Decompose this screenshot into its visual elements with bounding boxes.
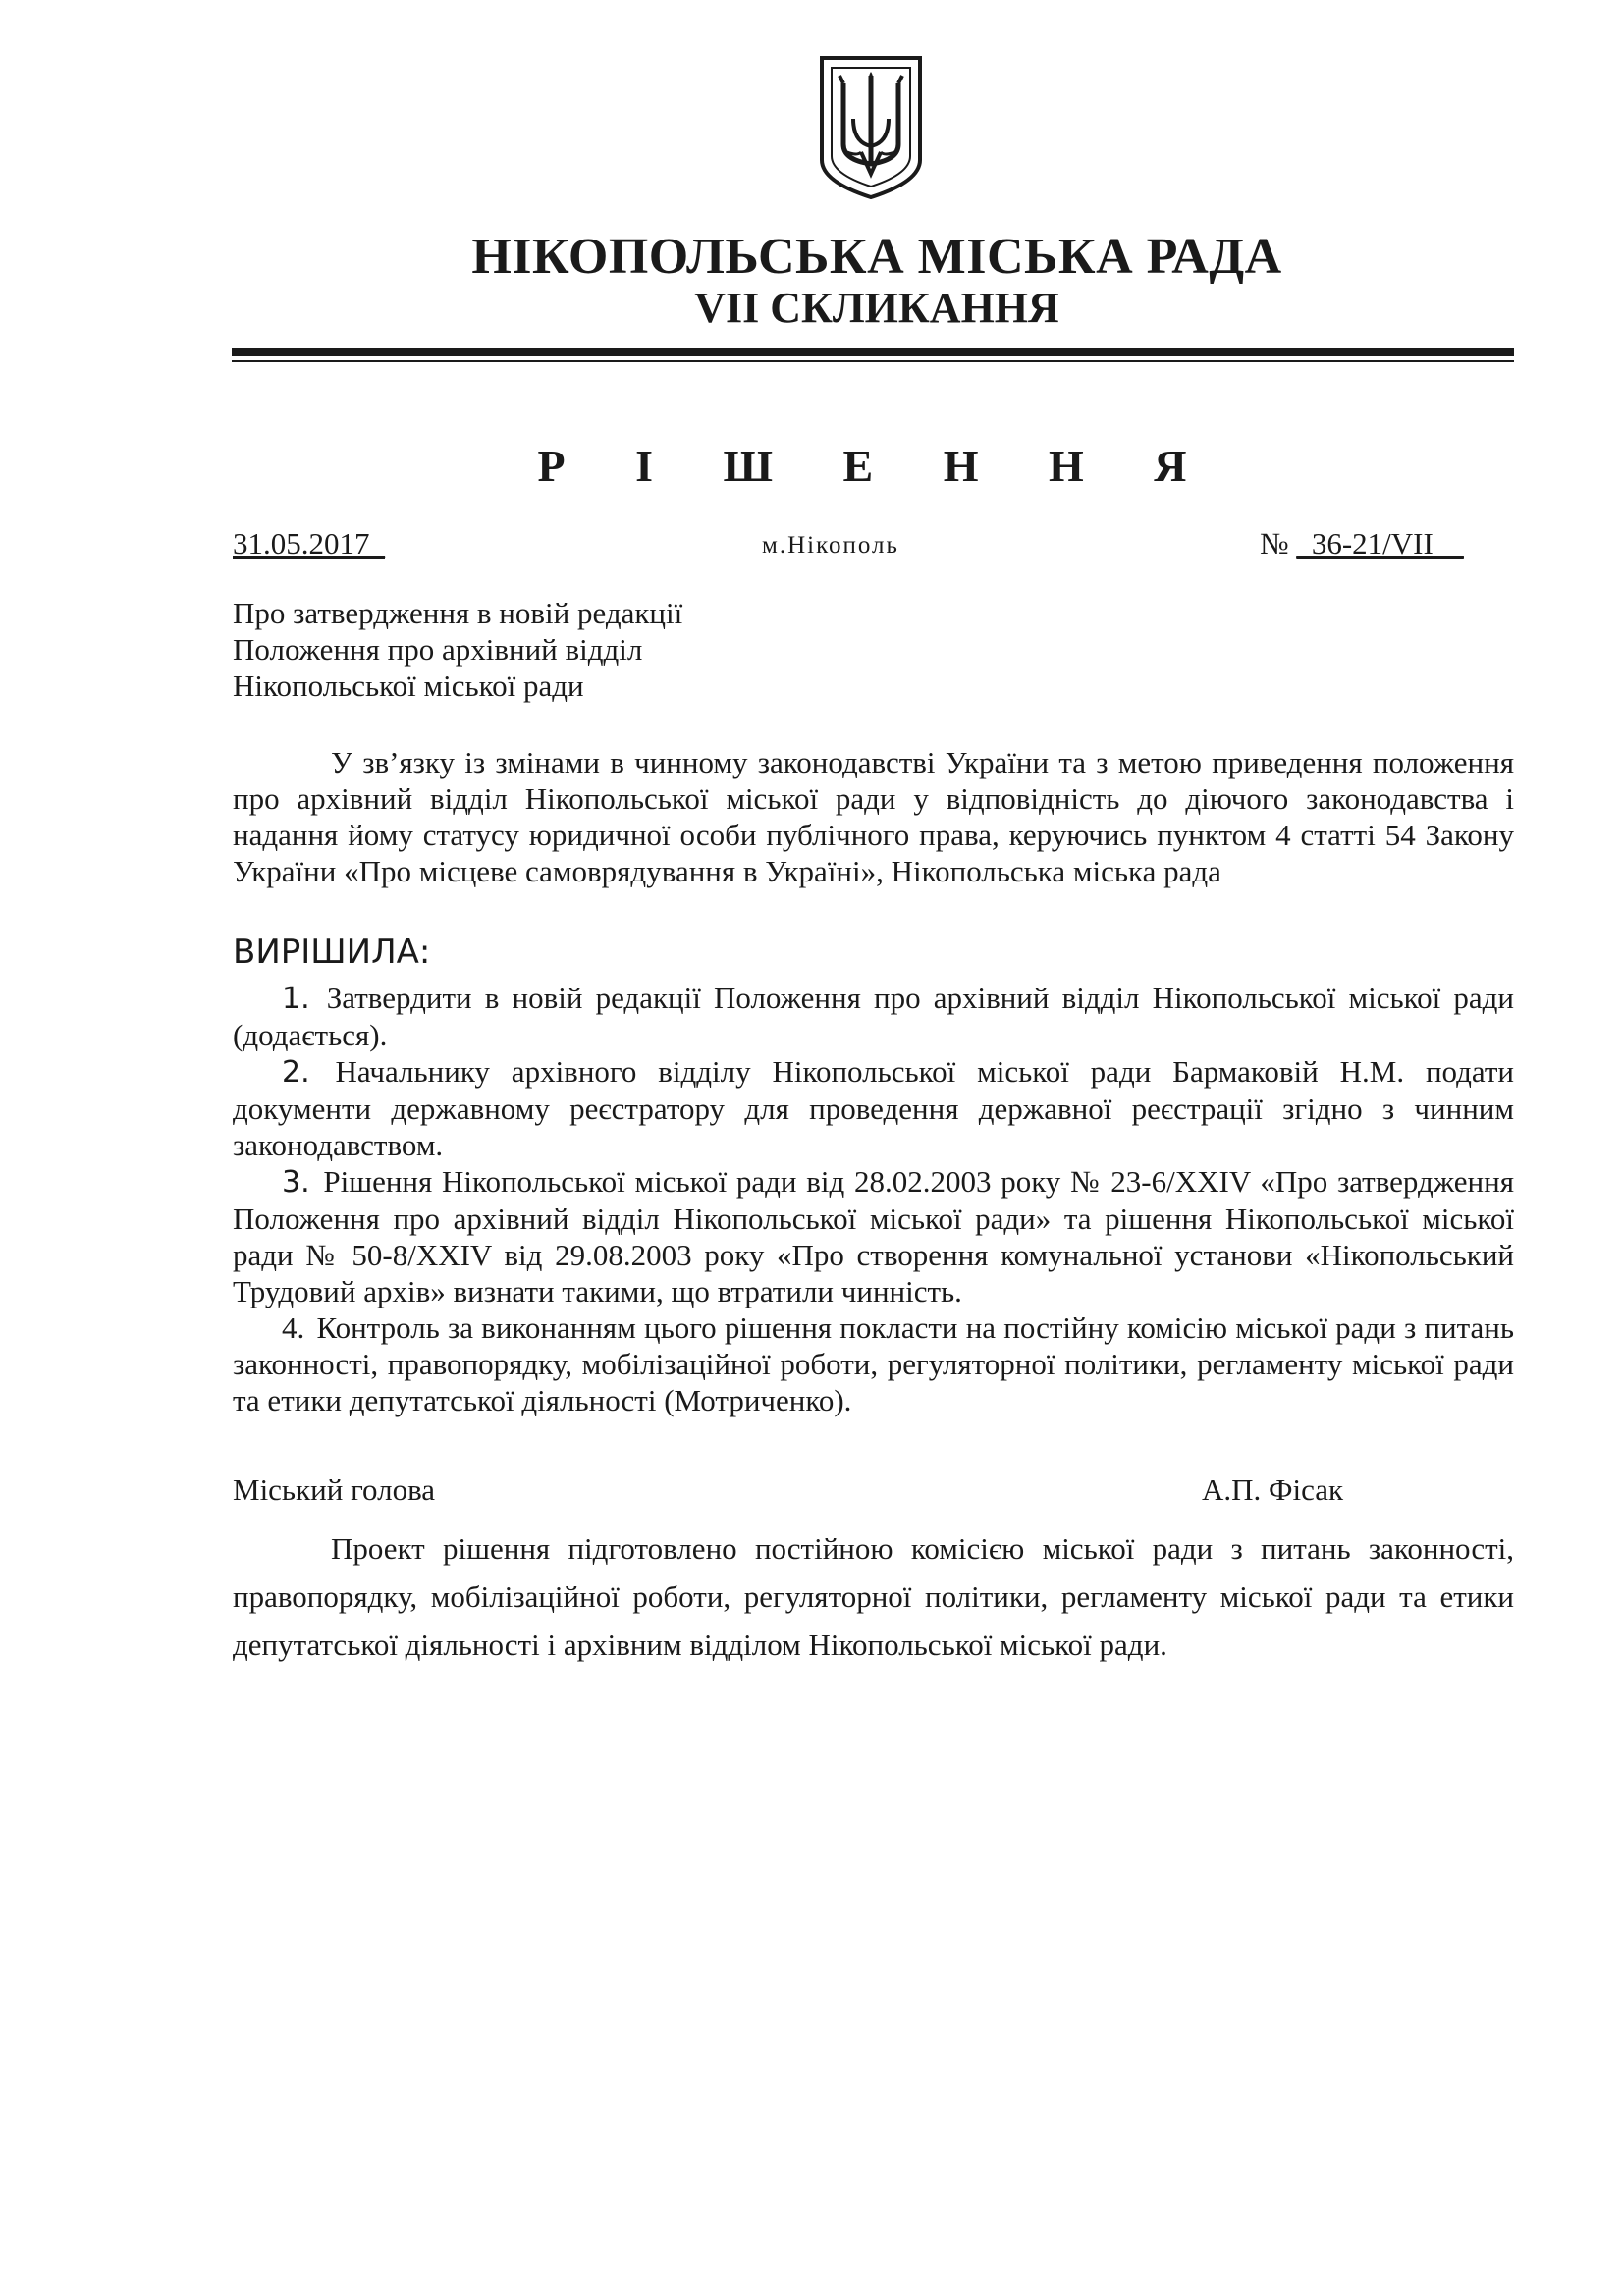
resolution-item <box>233 1309 1514 1418</box>
item-number: 1. <box>282 982 310 1016</box>
item-text: Затвердити в новій редакції Положення про архівний відділ Нікопольської міської ради (додається). <box>233 981 1515 1052</box>
header-divider-thin <box>232 360 1514 362</box>
council-name: НІКОПОЛЬСЬКА МІСЬКА РАДА <box>471 229 1282 285</box>
resolution-item <box>233 1163 1514 1309</box>
resolved-label: ВИРІШИЛА: <box>233 933 431 972</box>
item-number: 2. <box>282 1055 310 1090</box>
subject-line: Положення про архівний відділ <box>233 632 643 667</box>
item-text: Начальнику архівного відділу Нікопольської міської ради Бармаковій Н.М. подати документи державному реєстратору для проведення державної реєстрації згідно з чинним законодавством. <box>233 1054 1515 1162</box>
footer-note: Проект рішення підготовлено постійною комісією міської ради з питань законності, правопорядку, мобілізаційної роботи, регуляторної політики, регламенту міської ради та етики депутатської діяльності і архівним відділом Нікопольської міської ради. <box>233 1531 1514 1662</box>
item-text: Контроль за виконанням цього рішення покласти на постійну комісію міської ради з питань законності, правопорядку, мобілізаційної роботи, регуляторної політики, регламенту міської ради та етики депутатської діяльності (Мотриченко). <box>233 1310 1514 1417</box>
subject-line: Нікопольської міської ради <box>233 668 584 703</box>
resolution-item <box>233 1053 1514 1163</box>
decision-date: 31.05.2017_ <box>233 526 385 561</box>
decision-city: м.Нікополь <box>762 532 899 559</box>
decision-number <box>1260 524 1464 563</box>
item-number: 4. <box>282 1310 305 1345</box>
decision-number-value: _36-21/VII__ <box>1296 526 1464 561</box>
header-divider-thick <box>232 348 1514 356</box>
decision-number-prefix: № <box>1260 526 1297 561</box>
signer-name: А.П. Фісак <box>1202 1472 1344 1507</box>
item-number: 3. <box>282 1165 310 1200</box>
convocation: VII СКЛИКАННЯ <box>694 284 1059 332</box>
trident-coat-of-arms-icon <box>818 54 924 199</box>
item-text: Рішення Нікопольської міської ради від 28.02.2003 року № 23-6/XXIV «Про затвердження Положення про архівний відділ Нікопольської міської ради» та рішення Нікопольської міської ради № 50-8/XXIV від 29.08.2003 року «Про створення комунальної установи «Нікопольський Трудовий архів» визнати такими, що втратили чинність. <box>233 1164 1514 1308</box>
decision-subject <box>233 595 682 704</box>
preamble-paragraph: У зв’язку із змінами в чинному законодавстві України та з метою приведення положення про архівний відділ Нікопольської міської ради у відповідність до діючого законодавства і надання йому статусу юридичної особи публічного права, керуючись пунктом 4 статті 54 Закону України «Про місцеве самоврядування в Україні», Нікопольська міська рада <box>233 745 1514 888</box>
resolution-item <box>233 980 1514 1053</box>
subject-line: Про затвердження в новій редакції <box>233 596 683 630</box>
decision-title: Р І Ш Е Н Н Я <box>537 441 1217 491</box>
signer-role: Міський голова <box>233 1472 436 1507</box>
